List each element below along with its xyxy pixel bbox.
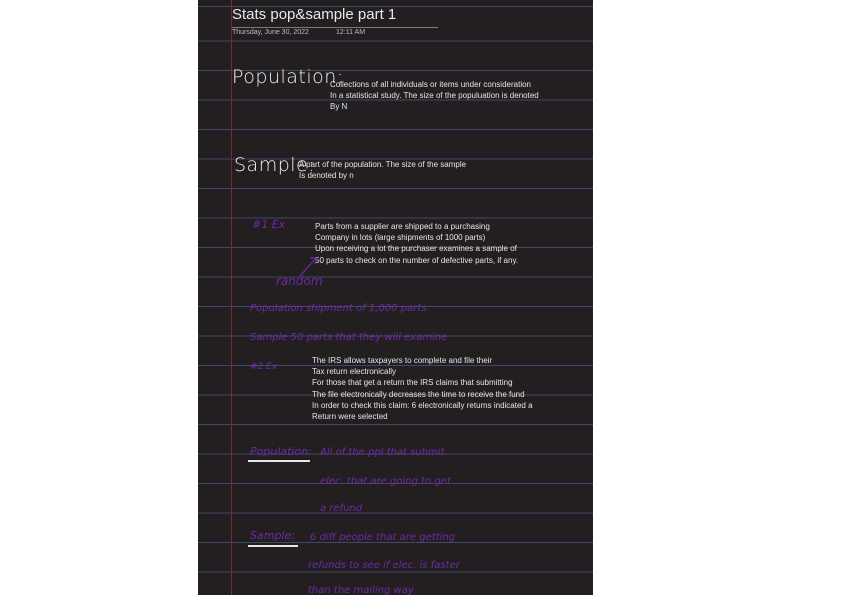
example2-sample-note: 6 diff people that are getting [310, 532, 455, 543]
example-line: Company in lots (large shipments of 1000 parts) [315, 233, 486, 243]
example-line: 50 parts to check on the number of defective parts, if any. [315, 255, 519, 265]
margin-line [231, 0, 232, 595]
example2-population-note: a refund [320, 503, 363, 514]
random-annotation: random [276, 274, 323, 288]
definition-line: Collections of all individuals or items under consideration [330, 80, 531, 89]
definition-line: By N [330, 102, 348, 112]
example1-population-annotation: Population shipment of 1,000 parts [250, 303, 427, 314]
population-underline [248, 460, 310, 462]
example-line: The file electronically decreases the time to receive the fund [312, 389, 525, 399]
note-time: 12:11 AM [336, 29, 366, 36]
definition-line: A part of the population. The size of the sample [299, 160, 467, 169]
sample-definition [299, 159, 466, 181]
example2-sample-note: refunds to see if elec. is faster [308, 560, 460, 571]
example2-population-label: Population: [250, 445, 312, 458]
population-definition [330, 79, 539, 113]
example-line: Upon receiving a lot the purchaser examines a sample of [315, 244, 517, 254]
example2-sample-label: Sample: [250, 529, 295, 542]
example-line: The IRS allows taxpayers to complete and file their [312, 356, 493, 365]
example1-label: #1 Ex [252, 218, 286, 231]
sample-underline [248, 545, 298, 547]
example-line: Parts from a supplier are shipped to a purchasing [315, 222, 490, 231]
definition-line: Is denoted by n [299, 171, 354, 181]
example-line: In order to check this claim: 6 electronically returns indicated a [312, 400, 533, 410]
population-handwritten-label: Population: [232, 66, 344, 88]
example1-text [315, 221, 518, 266]
example2-population-note: All of the ppl that submit [320, 447, 445, 458]
note-date: Thursday, June 30, 2022 [232, 29, 309, 36]
example2-text [312, 355, 533, 422]
title-divider [232, 27, 438, 28]
example-line: Tax return electronically [312, 367, 397, 377]
example-line: For those that get a return the IRS claims that submitting [312, 378, 513, 388]
example2-label: #2 Ex [250, 362, 278, 372]
example-line: Return were selected [312, 411, 388, 421]
definition-line: In a statistical study. The size of the populuation is denoted [330, 91, 539, 101]
example2-sample-note: than the mailing way [308, 585, 414, 595]
note-page [198, 0, 593, 595]
page-title[interactable]: Stats pop&sample part 1 [232, 6, 397, 23]
sample-handwritten-label: Sample: [234, 154, 316, 176]
example2-population-note: elec. that are going to get [320, 476, 451, 487]
example1-sample-annotation: Sample 50 parts that they will examine [250, 332, 448, 343]
